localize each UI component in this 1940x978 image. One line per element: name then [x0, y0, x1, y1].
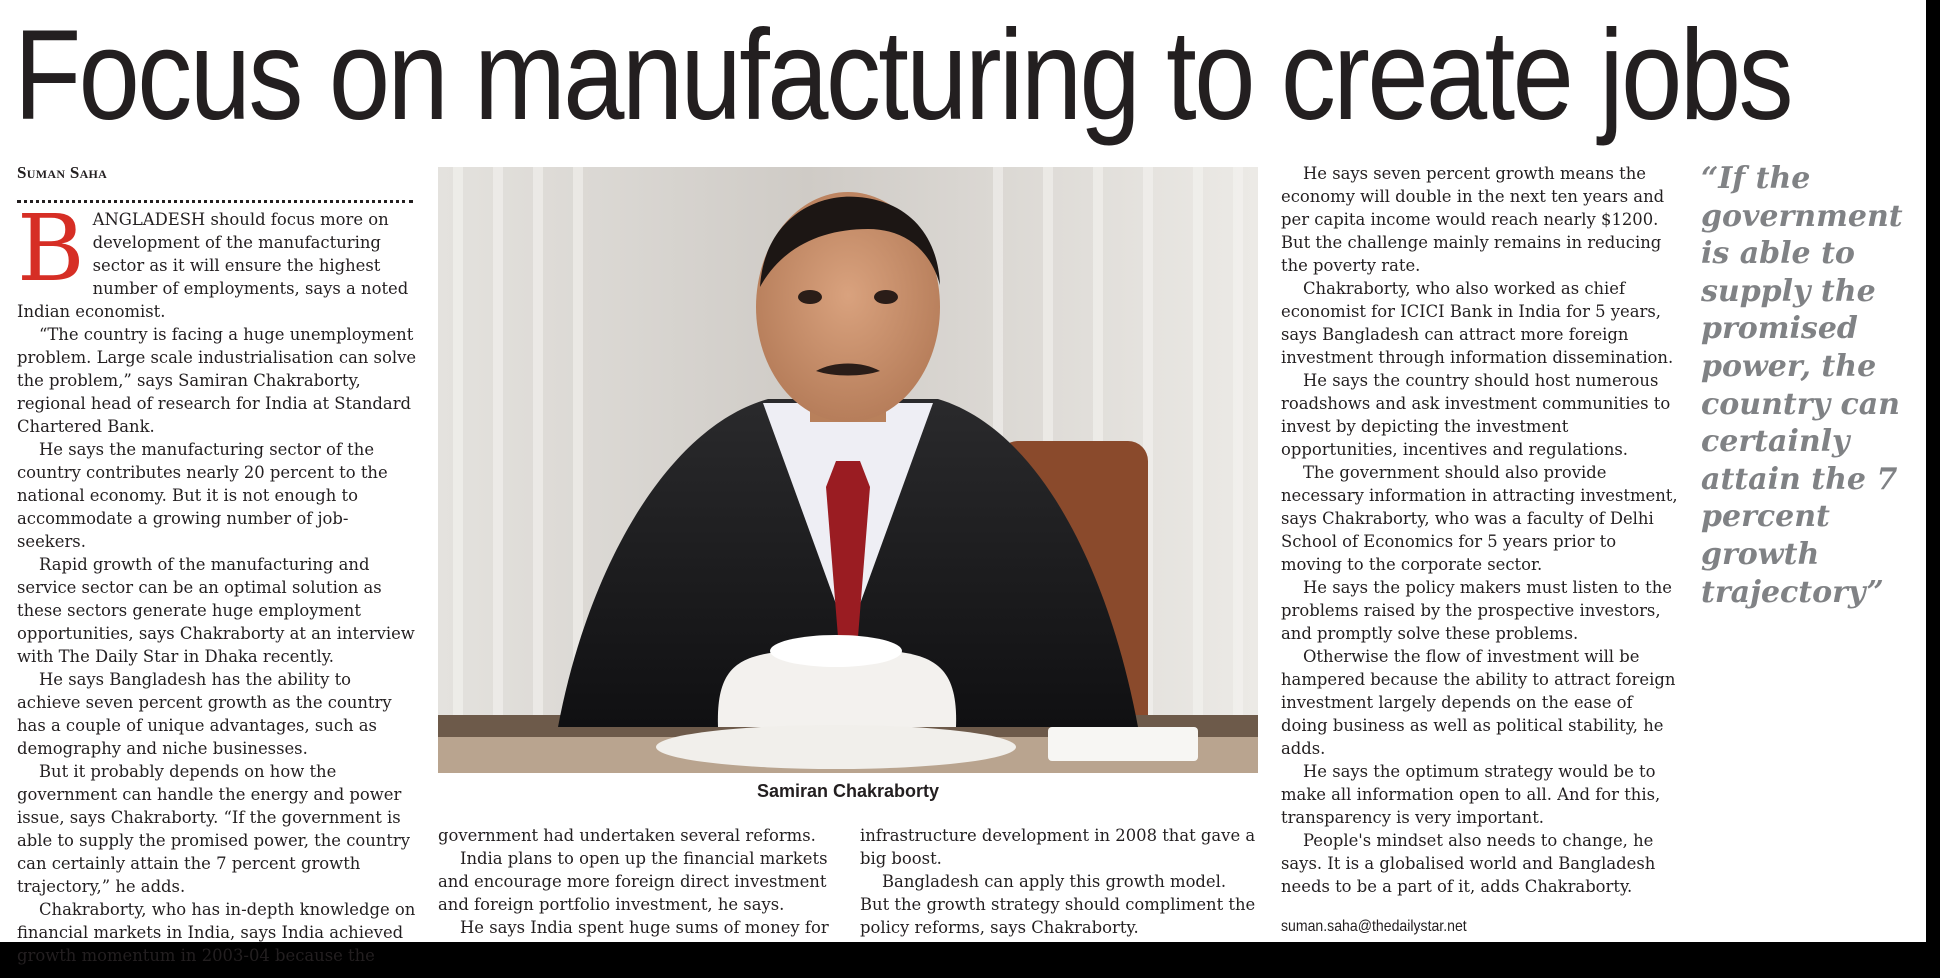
paragraph: India plans to open up the financial markets and encourage more foreign direct investment and foreign portfolio investment, he says. [438, 849, 828, 914]
paragraph: Chakraborty, who also worked as chief economist for ICICI Bank in India for 5 years, says Bangladesh can attract more foreign investment through information dissemination. [1281, 279, 1674, 367]
lead-paragraph-text: ANGLADESH should focus more on development of the manufacturing sector as it will ensure the highest number of employments, says a noted Indian economist. [17, 210, 409, 321]
paragraph: Bangladesh can apply this growth model. But the growth strategy should compliment the policy reforms, says Chakraborty. [860, 872, 1256, 937]
article-column-1 [17, 195, 417, 965]
paragraph: People's mindset also needs to change, he says. It is a globalised world and Bangladesh needs to be a part of it, adds Chakraborty. [1281, 831, 1656, 896]
paragraph: He says Bangladesh has the ability to achieve seven percent growth as the country has a couple of unique advantages, such as demography and niche businesses. [17, 670, 392, 758]
paragraph: “The country is facing a huge unemployment problem. Large scale industrialisation can solve the problem,” says Samiran Chakraborty, regional head of research for India at Standard Chartered Bank. [17, 325, 417, 436]
paragraph: He says seven percent growth means the economy will double in the next ten years and per capita income would reach nearly $1200. But the challenge mainly remains in reducing the poverty rate. [1281, 164, 1665, 275]
byline: Suman Saha [17, 163, 413, 203]
paragraph: government had undertaken several reforms. [438, 826, 816, 845]
lead-paragraph [17, 195, 417, 323]
paragraph: Chakraborty, who has in-depth knowledge on financial markets in India, says India achieved growth momentum in 2003-04 because the [17, 900, 416, 965]
headline: Focus on manufacturing to create jobs [14, 4, 1791, 147]
paragraph: The government should also provide necessary information in attracting investment, says Chakraborty, who was a faculty of Delhi School of Economics for 5 years prior to moving to the corporate sector. [1281, 463, 1678, 574]
paragraph: He says the policy makers must listen to the problems raised by the prospective investors, and promptly solve these problems. [1281, 578, 1672, 643]
article-column-2 [438, 824, 838, 939]
paragraph: Rapid growth of the manufacturing and service sector can be an optimal solution as these sectors generate huge employment opportunities, says Chakraborty at an interview with The Daily Star in Dhaka recently. [17, 555, 415, 666]
portrait-illustration [438, 167, 1258, 773]
paragraph: He says India spent huge sums of money for [460, 918, 829, 937]
paragraph: He says the optimum strategy would be to make all information open to all. And for this, transparency is very important. [1281, 762, 1661, 827]
drop-cap: B [17, 195, 85, 302]
pull-quote: “If the government is able to supply the promised power, the country can certainly attain the 7 percent growth trajectory” [1701, 161, 1903, 610]
paragraph: infrastructure development in 2008 that gave a big boost. [860, 826, 1256, 868]
author-email: suman.saha@thedailystar.net [1281, 918, 1467, 935]
paragraph: He says the manufacturing sector of the country contributes nearly 20 percent to the national economy. But it is not enough to accommodate a growing number of job-seekers. [17, 440, 388, 551]
photo-caption: Samiran Chakraborty [756, 781, 940, 801]
paragraph: But it probably depends on how the government can handle the energy and power issue, says Chakraborty. “If the government is able to supply the promised power, the country can certainly attain the 7 percent growth trajectory,” he adds. [17, 762, 411, 896]
paragraph: He says the country should host numerous roadshows and ask investment communities to invest by depicting the investment opportunities, incentives and regulations. [1281, 371, 1671, 459]
article-column-3 [860, 824, 1260, 939]
article-column-4 [1281, 162, 1681, 898]
article-photo [438, 167, 1258, 773]
paragraph: Otherwise the flow of investment will be hampered because the ability to attract foreign investment largely depends on the ease of doing business as well as political stability, he adds. [1281, 647, 1676, 758]
